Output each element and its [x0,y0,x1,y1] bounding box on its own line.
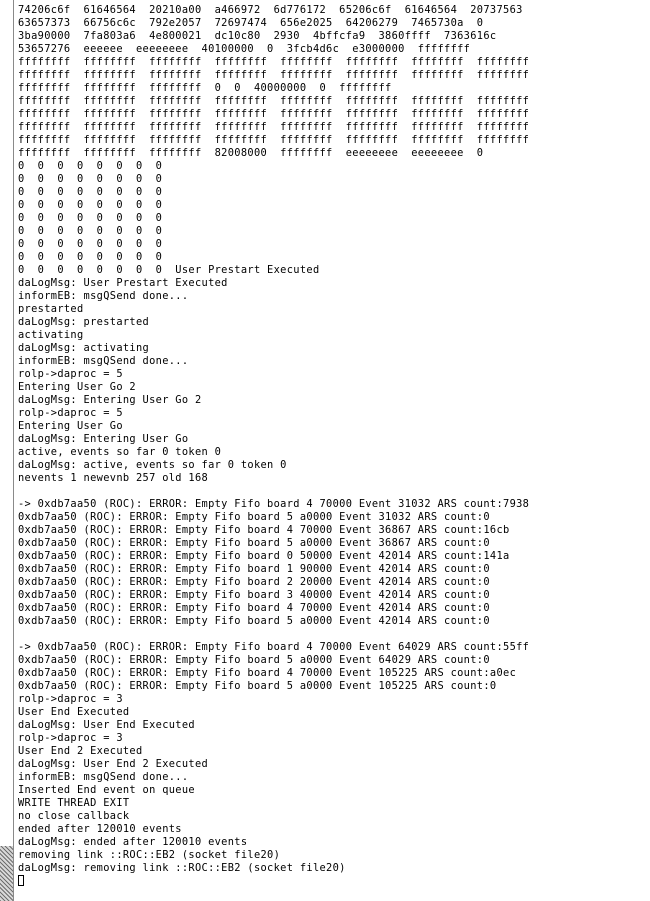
scrollbar-thumb[interactable] [0,846,13,901]
terminal-line: -> 0xdb7aa50 (ROC): ERROR: Empty Fifo board 4 70000 Event 31032 ARS count:7938 [18,497,530,510]
terminal-line: User End 2 Executed [18,744,143,757]
terminal-line: 0xdb7aa50 (ROC): ERROR: Empty Fifo board 0 50000 Event 42014 ARS count:141a [18,549,510,562]
terminal-line: User End Executed [18,705,130,718]
terminal-line: ffffffff ffffffff ffffffff ffffffff ffffffff ffffffff ffffffff ffffffff [18,120,530,133]
terminal-line [18,484,612,497]
terminal-line: 0 0 0 0 0 0 0 0 [18,224,163,237]
terminal-line: 0xdb7aa50 (ROC): ERROR: Empty Fifo board 5 a0000 Event 42014 ARS count:0 [18,614,490,627]
terminal-line: 63657373 66756c6c 792e2057 72697474 656e2025 64206279 7465730a 0 [18,16,484,29]
terminal-line: rolp->daproc = 3 [18,731,123,744]
terminal-line: ffffffff ffffffff ffffffff ffffffff ffffffff ffffffff ffffffff ffffffff [18,94,530,107]
terminal-line: 0 0 0 0 0 0 0 0 [18,172,163,185]
terminal-scrollbar[interactable] [0,0,14,901]
terminal-output[interactable] [18,3,650,901]
text-cursor [18,875,24,886]
terminal-line: ffffffff ffffffff ffffffff ffffffff ffffffff ffffffff ffffffff ffffffff [18,107,530,120]
terminal-line: no close callback [18,809,130,822]
terminal-line: daLogMsg: User Prestart Executed [18,276,228,289]
terminal-line: active, events so far 0 token 0 [18,445,222,458]
terminal-line: 0xdb7aa50 (ROC): ERROR: Empty Fifo board 5 a0000 Event 31032 ARS count:0 [18,510,490,523]
terminal-line: ffffffff ffffffff ffffffff 82008000 ffffffff eeeeeeee eeeeeeee 0 [18,146,484,159]
terminal-line: -> 0xdb7aa50 (ROC): ERROR: Empty Fifo board 4 70000 Event 64029 ARS count:55ff [18,640,530,653]
terminal-line: nevents 1 newevnb 257 old 168 [18,471,209,484]
terminal-line: 0xdb7aa50 (ROC): ERROR: Empty Fifo board 4 70000 Event 105225 ARS count:a0ec [18,666,517,679]
terminal-line: activating [18,328,84,341]
terminal-line: informEB: msgQSend done... [18,354,189,367]
terminal-line: 0 0 0 0 0 0 0 0 [18,198,163,211]
terminal-line: ffffffff ffffffff ffffffff 0 0 40000000 0 ffffffff [18,81,392,94]
terminal-line: 3ba90000 7fa803a6 4e800021 dc10c80 2930 4bffcfa9 3860ffff 7363616c [18,29,497,42]
terminal-line: ffffffff ffffffff ffffffff ffffffff ffffffff ffffffff ffffffff ffffffff [18,68,530,81]
terminal-line: 0 0 0 0 0 0 0 0 User Prestart Executed [18,263,320,276]
prompt-line[interactable] [18,874,650,887]
terminal-line: informEB: msgQSend done... [18,770,189,783]
terminal-line: 0 0 0 0 0 0 0 0 [18,211,163,224]
terminal-line: 0 0 0 0 0 0 0 0 [18,185,163,198]
terminal-line: daLogMsg: prestarted [18,315,150,328]
terminal-line: 53657276 eeeeee eeeeeeee 40100000 0 3fcb4d6c e3000000 ffffffff [18,42,471,55]
terminal-line: Entering User Go [18,419,123,432]
terminal-line: 0xdb7aa50 (ROC): ERROR: Empty Fifo board 5 a0000 Event 64029 ARS count:0 [18,653,490,666]
terminal-line: prestarted [18,302,84,315]
terminal-line: ffffffff ffffffff ffffffff ffffffff ffffffff ffffffff ffffffff ffffffff [18,133,530,146]
terminal-line: 0xdb7aa50 (ROC): ERROR: Empty Fifo board 2 20000 Event 42014 ARS count:0 [18,575,490,588]
terminal-line: daLogMsg: activating [18,341,150,354]
terminal-line: daLogMsg: ended after 120010 events [18,835,248,848]
terminal-line: ffffffff ffffffff ffffffff ffffffff ffffffff ffffffff ffffffff ffffffff [18,55,530,68]
terminal-line: daLogMsg: active, events so far 0 token 0 [18,458,287,471]
terminal-line: 0xdb7aa50 (ROC): ERROR: Empty Fifo board 3 40000 Event 42014 ARS count:0 [18,588,490,601]
terminal-line: 0 0 0 0 0 0 0 0 [18,237,163,250]
terminal-line: 0xdb7aa50 (ROC): ERROR: Empty Fifo board 5 a0000 Event 36867 ARS count:0 [18,536,490,549]
terminal-line: rolp->daproc = 5 [18,406,123,419]
terminal-line [18,627,612,640]
terminal-line: WRITE THREAD EXIT [18,796,130,809]
terminal-line: 0xdb7aa50 (ROC): ERROR: Empty Fifo board 5 a0000 Event 105225 ARS count:0 [18,679,497,692]
terminal-line: Entering User Go 2 [18,380,136,393]
terminal-line: rolp->daproc = 3 [18,692,123,705]
terminal-line: Inserted End event on queue [18,783,195,796]
terminal-line: 0xdb7aa50 (ROC): ERROR: Empty Fifo board 4 70000 Event 42014 ARS count:0 [18,601,490,614]
terminal-line: daLogMsg: Entering User Go 2 [18,393,202,406]
terminal-line: daLogMsg: removing link ::ROC::EB2 (socket file20) [18,861,346,874]
terminal-line: removing link ::ROC::EB2 (socket file20) [18,848,281,861]
terminal-line: 0xdb7aa50 (ROC): ERROR: Empty Fifo board 1 90000 Event 42014 ARS count:0 [18,562,490,575]
terminal-line: rolp->daproc = 5 [18,367,123,380]
terminal-line: 0xdb7aa50 (ROC): ERROR: Empty Fifo board 4 70000 Event 36867 ARS count:16cb [18,523,510,536]
terminal-line: daLogMsg: Entering User Go [18,432,189,445]
terminal-line: 0 0 0 0 0 0 0 0 [18,250,163,263]
terminal-line: daLogMsg: User End 2 Executed [18,757,209,770]
terminal-line: 74206c6f 61646564 20210a00 a466972 6d776172 65206c6f 61646564 20737563 [18,3,523,16]
terminal-line: daLogMsg: User End Executed [18,718,195,731]
terminal-line: ended after 120010 events [18,822,182,835]
terminal-line: 0 0 0 0 0 0 0 0 [18,159,163,172]
terminal-line: informEB: msgQSend done... [18,289,189,302]
